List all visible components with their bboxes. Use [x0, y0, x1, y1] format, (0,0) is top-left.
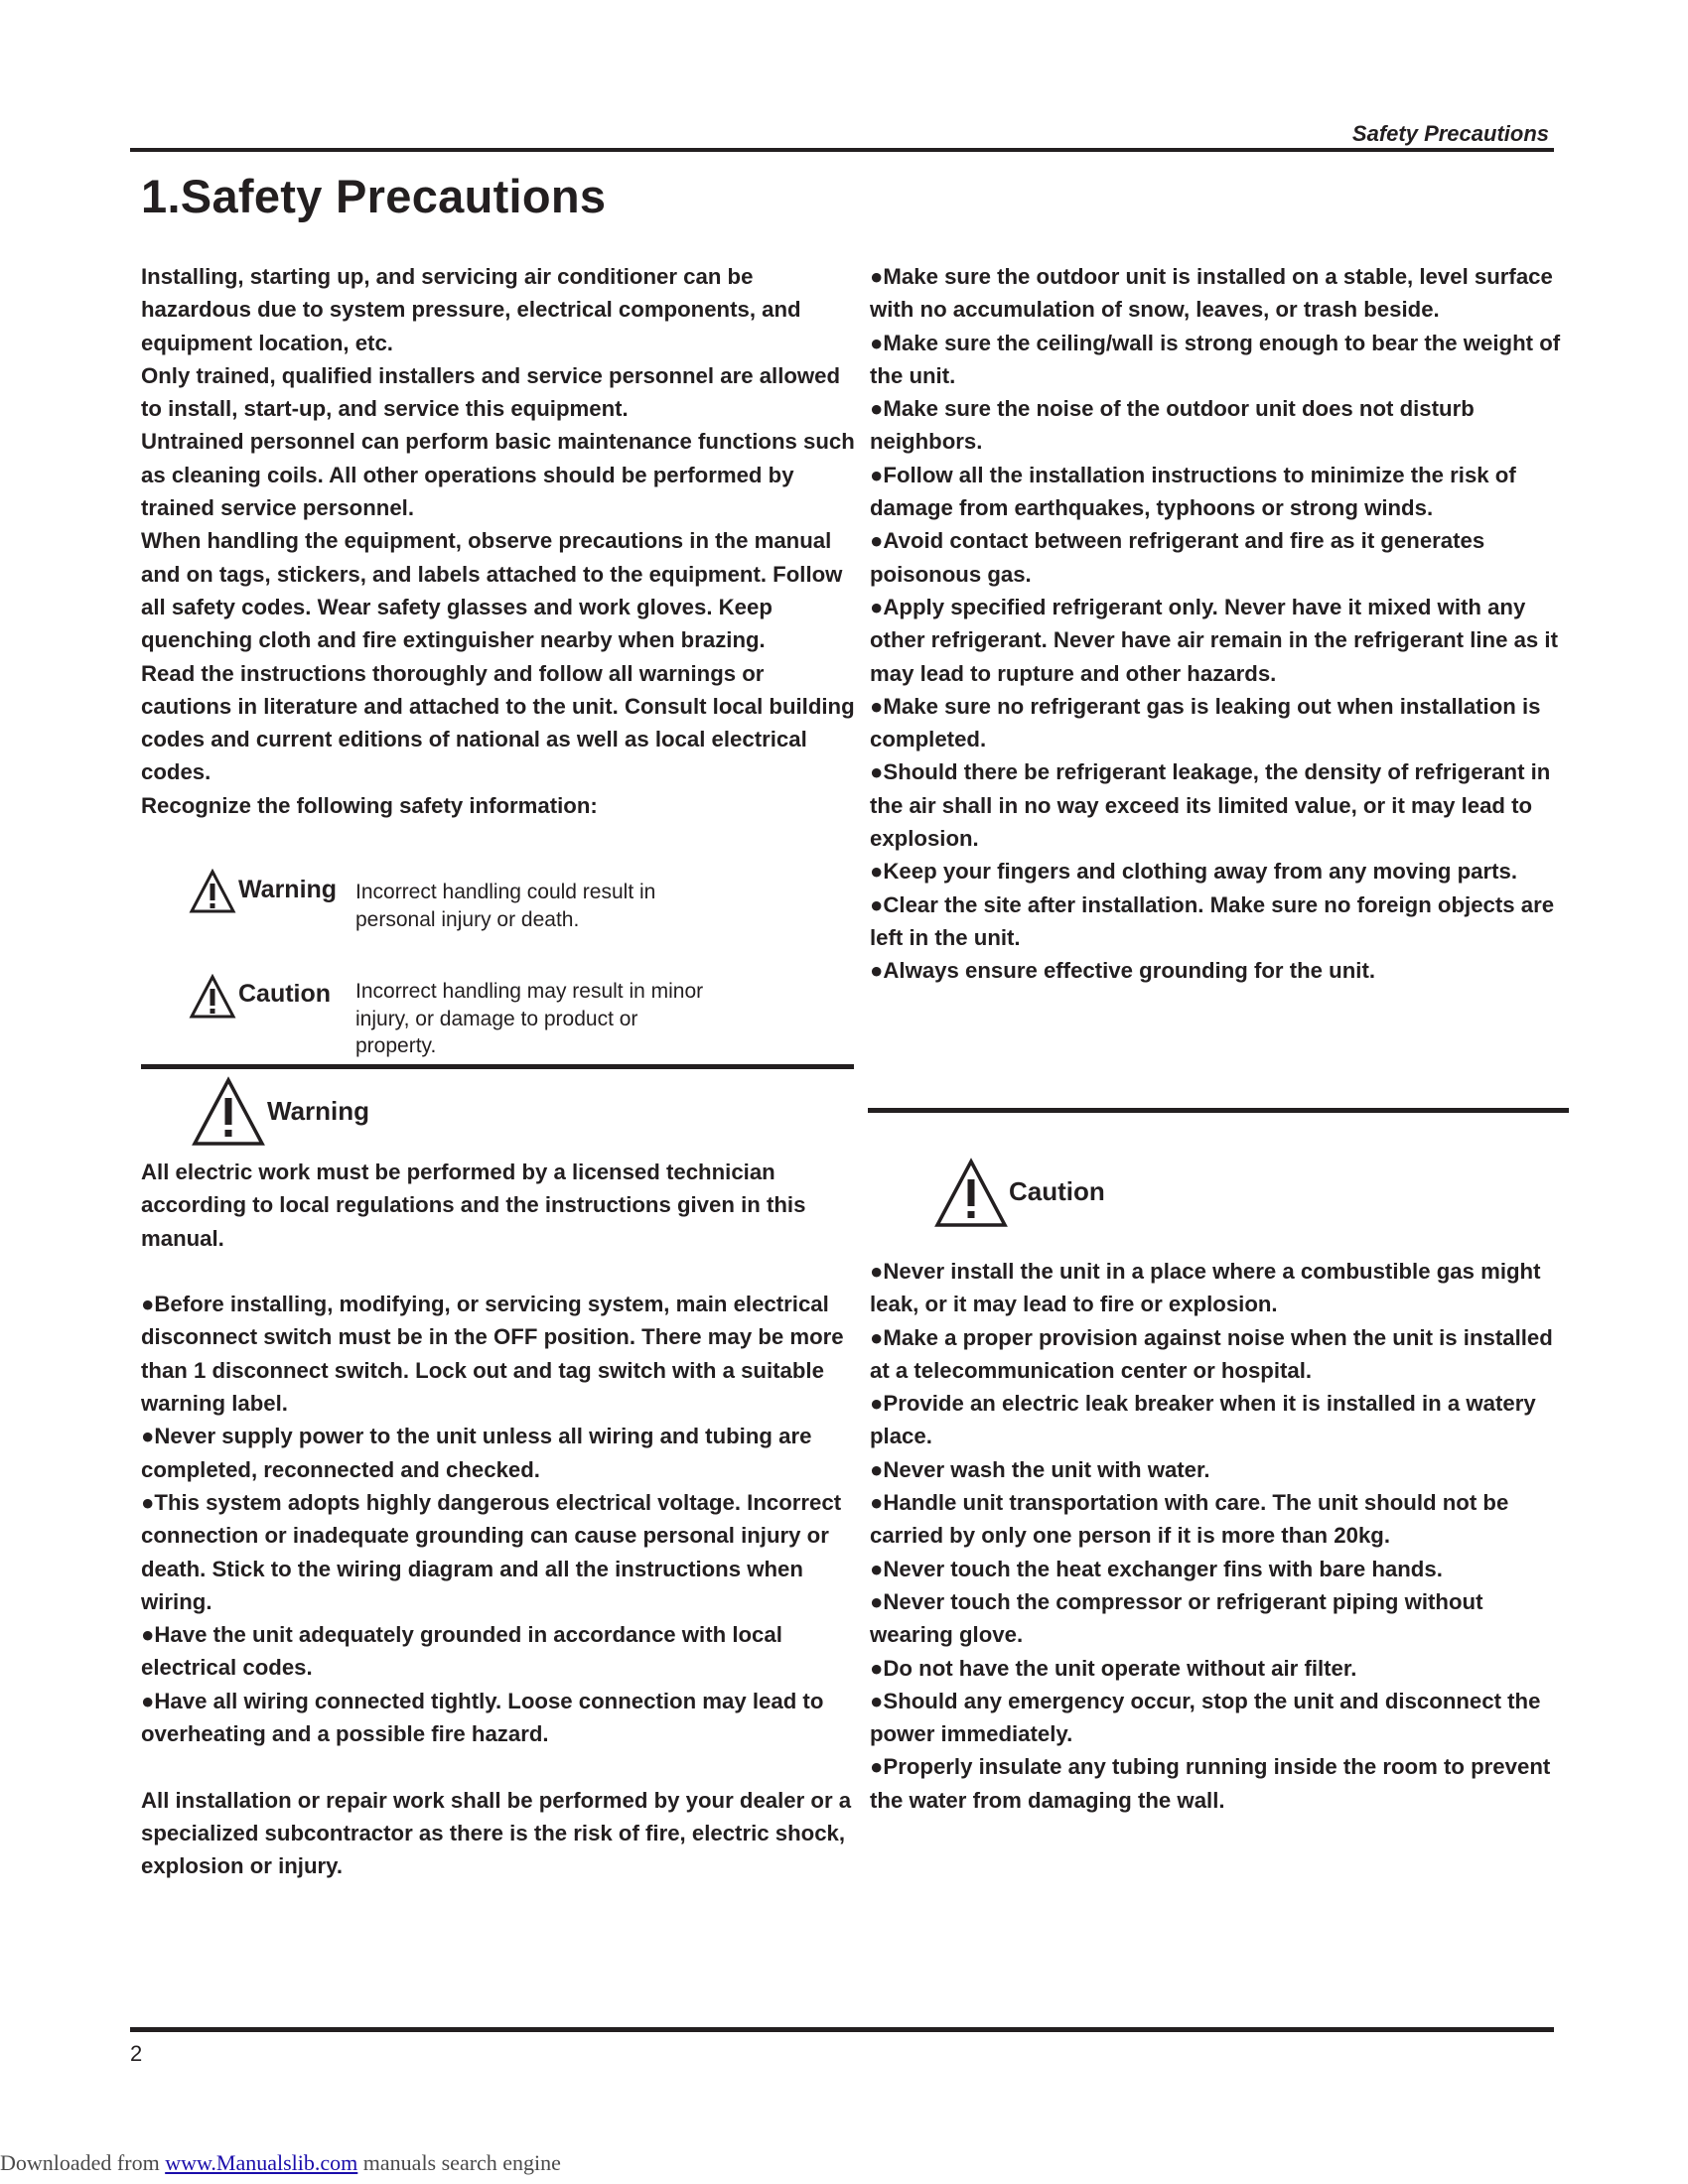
page-number: 2 — [130, 2041, 143, 2066]
caution-section-body — [870, 1255, 1565, 1817]
list-item: ●Avoid contact between refrigerant and fire as it generates poisonous gas. — [870, 528, 1485, 587]
list-item: ●Have all wiring connected tightly. Loose connection may lead to overheating and a possible fire hazard. — [141, 1688, 824, 1747]
footer-rule — [130, 2027, 1554, 2032]
list-item: ●Handle unit transportation with care. The unit should not be carried by only one person if it is more than 20kg. — [870, 1490, 1509, 1549]
list-item: ●Make sure the noise of the outdoor unit does not disturb neighbors. — [870, 396, 1475, 455]
caution-section-rule — [868, 1108, 1569, 1113]
page-title: 1.Safety Precautions — [141, 170, 607, 222]
warning-closing: All installation or repair work shall be performed by your dealer or a specialized subcontractor as there is the risk of fire, electric shock, explosion or injury. — [141, 1787, 852, 1879]
list-item: ●Should any emergency occur, stop the unit and disconnect the power immediately. — [870, 1688, 1541, 1747]
list-item: ●Make sure the outdoor unit is installed on a stable, level surface with no accumulation of snow, leaves, or trash beside. — [870, 264, 1553, 323]
list-item: ●Never supply power to the unit unless all wiring and tubing are completed, reconnected and checked. — [141, 1424, 812, 1482]
list-item: ●Make sure no refrigerant gas is leaking out when installation is completed. — [870, 693, 1541, 752]
list-item: ●Make a proper provision against noise when the unit is installed at a telecommunication center or hospital. — [870, 1324, 1553, 1383]
list-item: ●Should there be refrigerant leakage, the density of refrigerant in the air shall in no way exceed its limited value, or it may lead to explosion. — [870, 759, 1551, 852]
running-head: Safety Precautions — [1351, 121, 1549, 146]
download-prefix: Downloaded from — [0, 2150, 166, 2175]
caution-section-title: Caution — [1009, 1176, 1105, 1206]
intro-paragraph: Only trained, qualified installers and service personnel are allowed to install, start-up, and service this equipment. — [141, 362, 841, 422]
list-item: ●Clear the site after installation. Make sure no foreign objects are left in the unit. — [870, 891, 1555, 950]
intro-paragraph: Installing, starting up, and servicing air conditioner can be hazardous due to system pressure, electrical components, and equipment location, etc. — [141, 264, 801, 355]
intro-paragraph: Read the instructions thoroughly and follow all warnings or cautions in literature and attached to the unit. Consult local building codes and current editions of national as well as local electrical codes. — [141, 660, 855, 785]
list-item: ●Never install the unit in a place where a combustible gas might leak, or it may lead to fire or explosion. — [870, 1259, 1541, 1317]
legend-warning-text: Incorrect handling could result in personal injury or death. — [355, 881, 656, 931]
header-rule — [130, 148, 1554, 152]
caution-icon — [933, 1158, 1009, 1229]
legend-caution-text: Incorrect handling may result in minor injury, or damage to product or property. — [355, 980, 704, 1057]
warning-icon — [191, 1076, 266, 1148]
warning-section-rule — [141, 1064, 854, 1069]
download-suffix: manuals search engine — [357, 2150, 561, 2175]
list-item: ●This system adopts highly dangerous electrical voltage. Incorrect connection or inadequate grounding can cause personal injury or death. Stick to the wiring diagram and all the instructions when wiring. — [141, 1489, 842, 1614]
list-item: ●Never touch the compressor or refrigerant piping without wearing glove. — [870, 1588, 1483, 1648]
manualslib-link[interactable]: www.Manualslib.com — [165, 2150, 358, 2175]
list-item: ●Always ensure effective grounding for the unit. — [870, 958, 1375, 984]
right-column-list — [870, 260, 1565, 988]
legend-warning-label: Warning — [238, 876, 338, 903]
list-item: ●Never touch the heat exchanger fins with bare hands. — [870, 1556, 1443, 1581]
intro-paragraph: When handling the equipment, observe precautions in the manual and on tags, stickers, and labels attached to the equipment. Follow all safety codes. Wear safety glasses and work gloves. Keep quenching cloth and fire extinguisher nearby when brazing. — [141, 528, 843, 653]
warning-lead: All electric work must be performed by a licensed technician according to local regulations and the instructions given in this manual. — [141, 1160, 806, 1251]
list-item: ●Do not have the unit operate without air filter. — [870, 1655, 1357, 1681]
intro-paragraph: Untrained personnel can perform basic maintenance functions such as cleaning coils. All other operations should be performed by trained service personnel. — [141, 429, 855, 521]
legend-warning-icon — [189, 869, 236, 914]
legend-caution-label: Caution — [238, 980, 332, 1008]
intro-text — [141, 260, 856, 822]
list-item: ●Never wash the unit with water. — [870, 1456, 1210, 1482]
list-item: ●Apply specified refrigerant only. Never have it mixed with any other refrigerant. Never have air remain in the refrigerant line as it may lead to rupture and other hazards. — [870, 594, 1558, 686]
download-note — [0, 2150, 561, 2176]
list-item: ●Properly insulate any tubing running inside the room to prevent the water from damaging the wall. — [870, 1754, 1551, 1813]
list-item: ●Before installing, modifying, or servicing system, main electrical disconnect switch must be in the OFF position. There may be more than 1 disconnect switch. Lock out and tag switch with a suitable warning label. — [141, 1292, 844, 1417]
list-item: ●Follow all the installation instructions to minimize the risk of damage from earthquakes, typhoons or strong winds. — [870, 462, 1516, 521]
list-item: ●Keep your fingers and clothing away from any moving parts. — [870, 859, 1518, 885]
list-item: ●Have the unit adequately grounded in accordance with local electrical codes. — [141, 1622, 782, 1681]
legend-caution-icon — [189, 974, 236, 1020]
list-item: ●Make sure the ceiling/wall is strong enough to bear the weight of the unit. — [870, 330, 1561, 388]
intro-paragraph: Recognize the following safety information: — [141, 792, 598, 818]
warning-section-body — [141, 1156, 856, 1883]
warning-section-title: Warning — [267, 1096, 370, 1126]
list-item: ●Provide an electric leak breaker when it is installed in a watery place. — [870, 1391, 1536, 1449]
